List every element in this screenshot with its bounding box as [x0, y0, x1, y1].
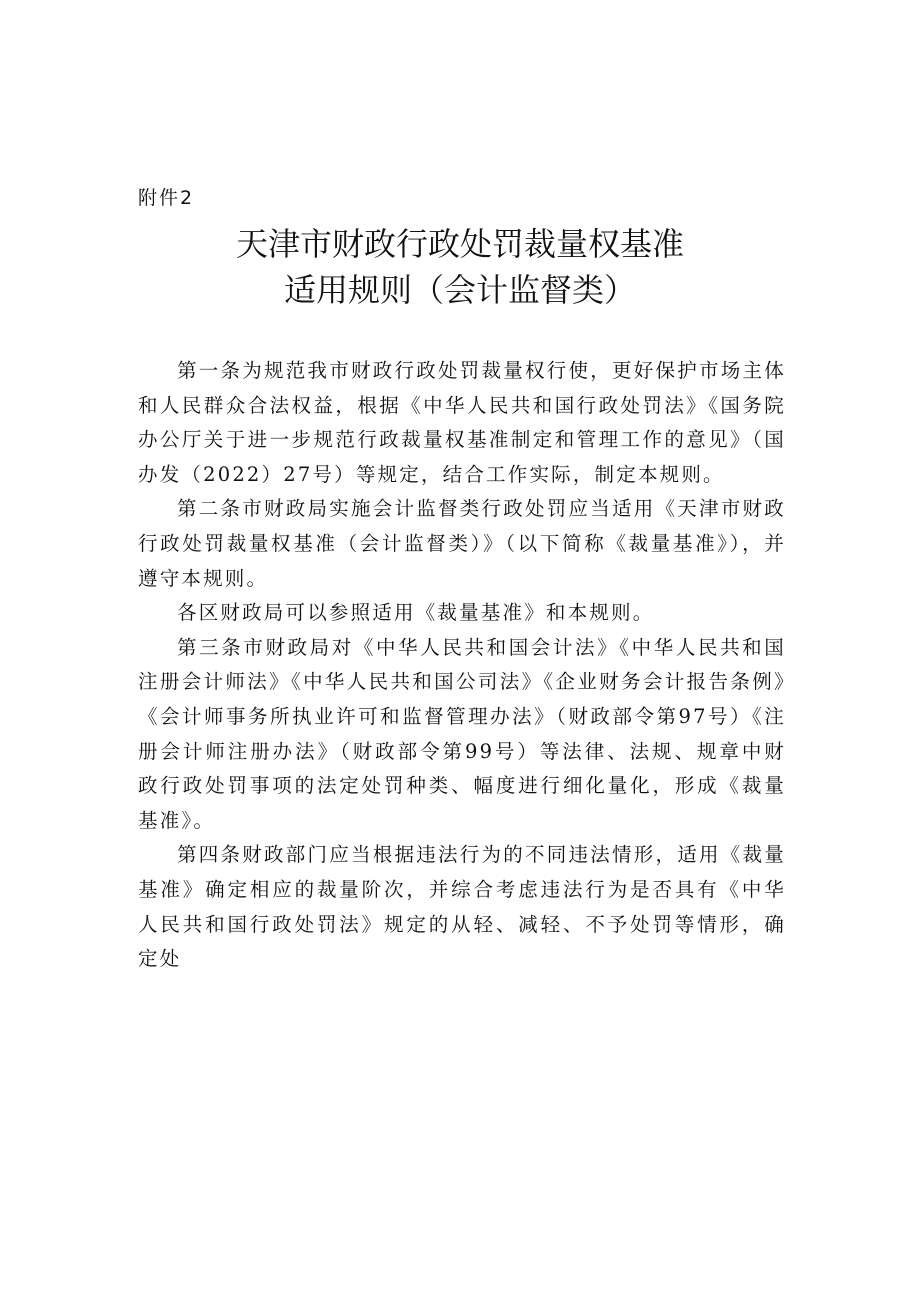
document-title-line-1: 天津市财政行政处罚裁量权基准 [235, 225, 684, 263]
document-title-line-2: 适用规则（会计监督类） [283, 271, 636, 309]
document-body [138, 354, 786, 977]
paragraph-article-4: 第四条财政部门应当根据违法行为的不同违法情形，适用《裁量基准》确定相应的裁量阶次，并综合考虑违法行为是否具有《中华人民共和国行政处罚法》规定的从轻、减轻、不予处罚等情形，确定处 [138, 843, 786, 971]
paragraph-article-1: 第一条为规范我市财政行政处罚裁量权行使，更好保护市场主体和人民群众合法权益，根据《中华人民共和国行政处罚法》《国务院办公厅关于进一步规范行政裁量权基准制定和管理工作的意见》（国办发（2022）27号）等规定，结合工作实际，制定本规则。 [138, 359, 786, 486]
paragraph-article-2: 第二条市财政局实施会计监督类行政处罚应当适用《天津市财政行政处罚裁量权基准（会计监督类）》（以下简称《裁量基准》），并遵守本规则。 [138, 497, 786, 590]
attachment-label: 附件2 [138, 187, 195, 209]
paragraph-district-note: 各区财政局可以参照适用《裁量基准》和本规则。 [177, 601, 655, 625]
paragraph-article-3: 第三条市财政局对《中华人民共和国会计法》《中华人民共和国注册会计师法》《中华人民共和国公司法》《企业财务会计报告条例》《会计师事务所执业许可和监督管理办法》（财政部令第97号）《注册会计师注册办法》（财政部令第99号）等法律、法规、规章中财政行政处罚事项的法定处罚种类、幅度进行细化量化，形成《裁量基准》。 [138, 635, 786, 832]
